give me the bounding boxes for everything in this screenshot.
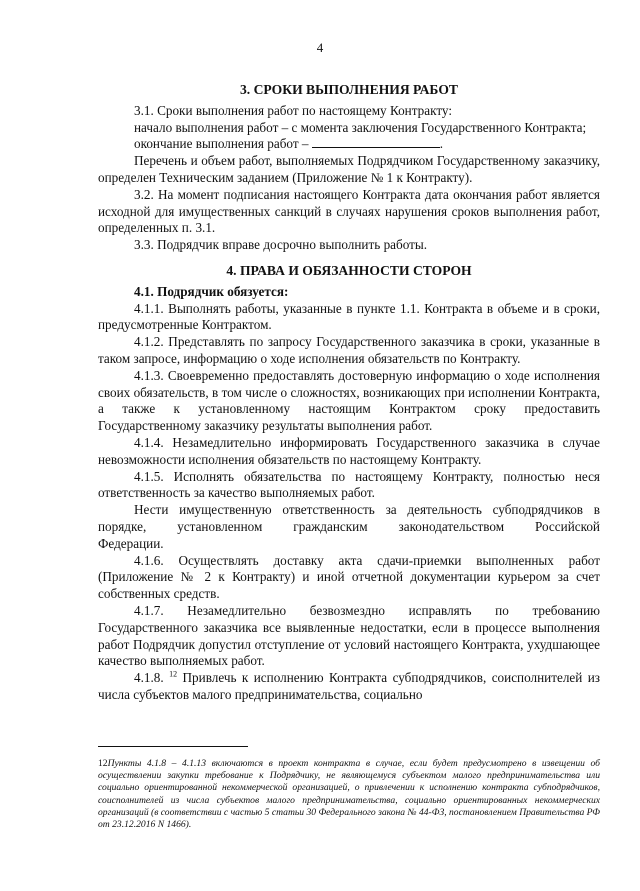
clause-4-1-3: 4.1.3. Своевременно предоставлять достоверную информацию о ходе исполнения своих обязательств, в том числе о сложностях, возникающих при исполнении Контракта, а также к установленному настоящим Контрактом сроку предоставить Государственному заказчику результаты выполнения работ. — [98, 367, 600, 434]
footnote-ref-12: 12 — [169, 669, 178, 679]
end-date-blank-field — [312, 136, 440, 148]
clause-3-1: 3.1. Сроки выполнения работ по настоящему Контракту: — [134, 102, 453, 118]
footnote-divider — [98, 746, 248, 747]
clause-4-1-1: 4.1.1. Выполнять работы, указанные в пункте 1.1. Контракта в объеме и в сроки, предусмотренные Контрактом. — [98, 300, 600, 333]
clause-4-1-8-text: Привлечь к исполнению Контракта субподрядчиков, соисполнителей из числа субъектов малого предпринимательства, социально — [98, 670, 601, 702]
section-4-title: 4. ПРАВА И ОБЯЗАННОСТИ СТОРОН — [226, 262, 472, 278]
end-date-line — [98, 136, 600, 153]
end-date-label: окончание выполнения работ – — [134, 136, 309, 152]
footnote-text: Пункты 4.1.8 – 4.1.13 включаются в проект контракта в случае, если будет предусмотрено в извещении об осуществлении закупки требование к Подрядчику, не являющемуся субъектом малого предпринимательства или социально ориентированной некоммерческой организацией, о привлечении к исполнению контракта субподрядчиков, соисполнителей из числа субъектов малого предпринимательства, социально ориентированных некоммерческих организаций (в соответствии с частью 5 статьи 30 Федерального закона № 44-ФЗ, постановлением Правительства РФ от 23.12.2016 N 1466). — [98, 758, 600, 831]
start-date-text: начало выполнения работ – с момента заключения Государственного Контракта; — [134, 119, 587, 135]
clause-3-2: 3.2. На момент подписания настоящего Контракта дата окончания работ является исходной для имущественных санкций в случаях нарушения сроков выполнения работ, определенных п. 3.1. — [98, 186, 600, 236]
clause-4-1-7: 4.1.7. Незамедлительно безвозмездно исправлять по требованию Государственного заказчика все выявленные недостатки, если в процессе выполнения работ Подрядчик допустил отступление от условий настоящего Контракта, ухудшающее качество выполняемых работ. — [98, 602, 600, 669]
section-3-title: 3. СРОКИ ВЫПОЛНЕНИЯ РАБОТ — [240, 82, 458, 97]
clause-4-1-4: 4.1.4. Незамедлительно информировать Государственного заказчика в случае невозможности исполнения обязательств по настоящему Контракту. — [98, 434, 600, 467]
page-number: 4 — [316, 40, 324, 55]
liability-line-3: Федерации. — [98, 535, 164, 551]
liability-line-1: Нести имущественную ответственность за деятельность субподрядчиков в — [134, 502, 600, 518]
clause-4-1-2: 4.1.2. Представлять по запросу Государственного заказчика в сроки, указанные в таком запросе, информацию о ходе исполнения обязательств по Контракту. — [98, 334, 600, 366]
footnote-12 — [98, 758, 600, 831]
scope-text: Перечень и объем работ, выполняемых Подрядчиком Государственному заказчику, определен Техническим заданием (Приложение № 1 к Контракту). — [98, 153, 600, 185]
clause-4-1-8-number: 4.1.8. — [134, 670, 164, 686]
clause-4-1-6: 4.1.6. Осуществлять доставку акта сдачи-приемки выполненных работ (Приложение № 2 к Контракту) и иной отчетной документации курьером за счет собственных средств. — [98, 552, 600, 602]
end-date-period: . — [439, 136, 444, 152]
liability-line-2: порядке, установленном гражданским законодательством Российской — [98, 518, 600, 534]
document-body — [98, 82, 600, 704]
clause-4-1-5: 4.1.5. Исполнять обязательства по настоящему Контракту, полностью неся ответственность за качество выполняемых работ. — [98, 468, 600, 501]
footnote-number: 12 — [98, 758, 108, 769]
subsection-4-1-title: 4.1. Подрядчик обязуется: — [134, 283, 289, 299]
clause-4-1-8 — [98, 670, 600, 704]
clause-3-3: 3.3. Подрядчик вправе досрочно выполнить работы. — [134, 237, 428, 253]
